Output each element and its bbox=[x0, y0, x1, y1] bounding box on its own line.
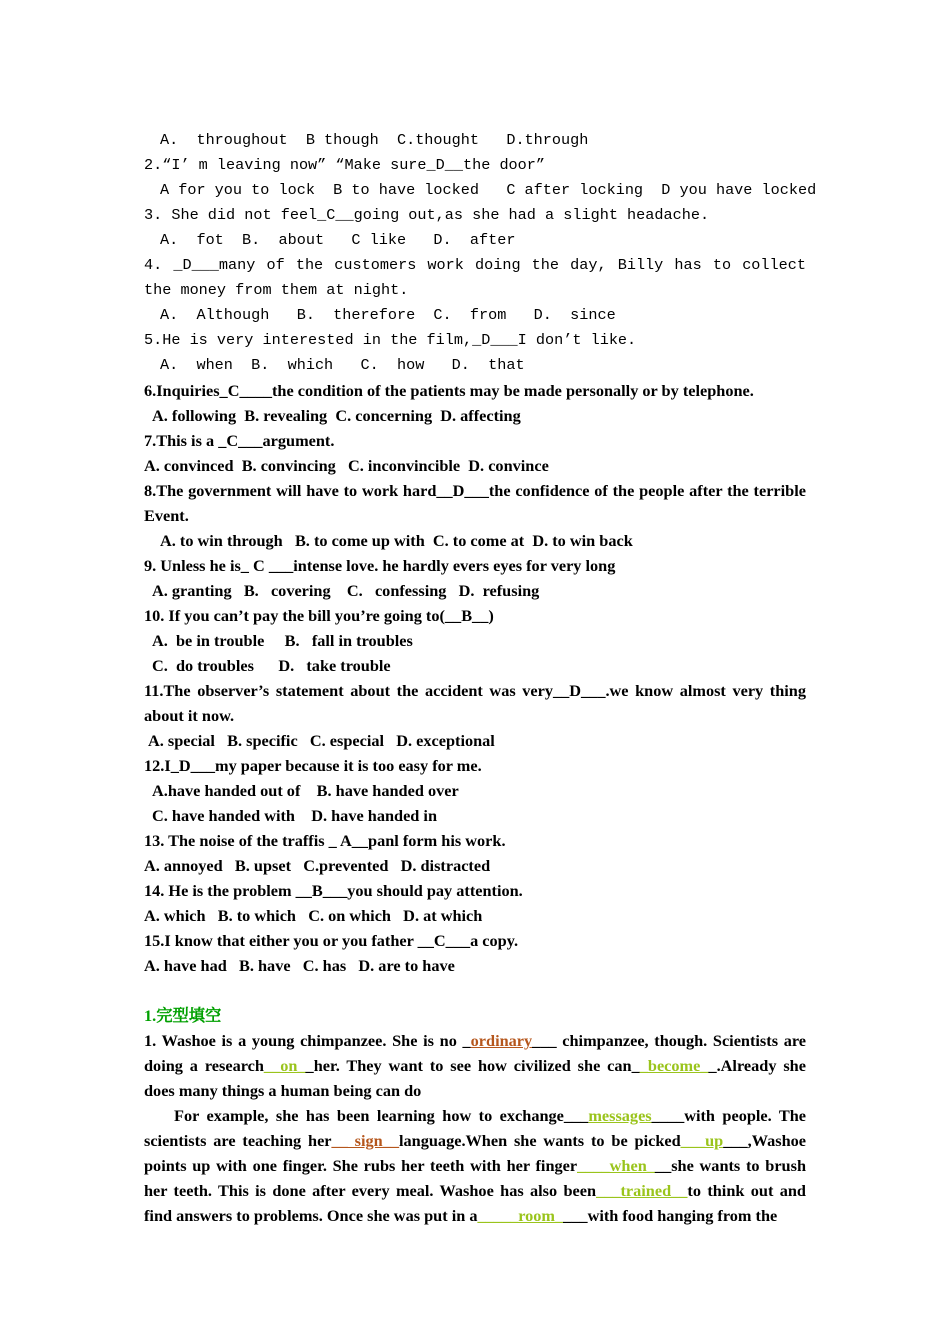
q8-stem: 8.The government will have to work hard__D___the confidence of the people after the terrible Event. bbox=[144, 481, 806, 525]
section-gap bbox=[144, 978, 806, 1003]
q7-options: A. convinced B. convincing C. inconvincible D. convince bbox=[144, 456, 549, 475]
cloze-text: ___with food hanging from the bbox=[563, 1206, 778, 1225]
q10-options-b: C. do troubles D. take trouble bbox=[152, 656, 391, 675]
document-content bbox=[144, 128, 817, 1228]
q4-options: A. Although B. therefore C. from D. since bbox=[160, 306, 616, 324]
q11-stem: 11.The observer’s statement about the accident was very__D___.we know almost very thing about it now. bbox=[144, 681, 806, 725]
cloze-text: ____with people. The scientists are teaching her bbox=[144, 1106, 807, 1150]
q14-options: A. which B. to which C. on which D. at which bbox=[144, 906, 483, 925]
section-heading: 1.完型填空 bbox=[144, 1006, 222, 1025]
q11-options: A. special B. specific C. especial D. exceptional bbox=[148, 731, 495, 750]
cloze-text: to think out and find answers to problems. Once she was put in a bbox=[144, 1181, 806, 1225]
cloze-text: ___ chimpanzee, though. Scientists are doing a research bbox=[144, 1031, 806, 1075]
cloze-text: ___,Washoe points up with one finger. She rubs her teeth with her finger bbox=[144, 1131, 806, 1175]
q5-stem: 5.He is very interested in the film,_D___I don’t like. bbox=[144, 331, 637, 349]
q15-stem: 15.I know that either you or you father __C___a copy. bbox=[144, 931, 519, 950]
cloze-answer-when: ____when_ bbox=[577, 1156, 655, 1175]
q8-options: A. to win through B. to come up with C. to come at D. to win back bbox=[160, 531, 633, 550]
cloze-answer-sign: __ sign__ bbox=[331, 1131, 400, 1150]
cloze-text: language.When she wants to be picked bbox=[399, 1131, 681, 1150]
q5-options: A. when B. which C. how D. that bbox=[160, 356, 525, 374]
q6-stem: 6.Inquiries_C____the condition of the patients may be made personally or by telephone. bbox=[144, 381, 754, 400]
cloze-answer-messages: messages bbox=[588, 1106, 652, 1125]
q1-options: A. throughout B though C.thought D.through bbox=[160, 131, 589, 149]
q6-options: A. following B. revealing C. concerning D. affecting bbox=[152, 406, 521, 425]
q3-options: A. fot B. about C like D. after bbox=[160, 231, 516, 249]
cloze-answer-ordinary: ordinary bbox=[470, 1031, 533, 1050]
q2-options: A for you to lock B to have locked C after locking D you have locked bbox=[160, 181, 817, 199]
q4-stem: 4. _D___many of the customers work doing the day, Billy has to collect the money from them at night. bbox=[144, 256, 806, 299]
cloze-paragraph-2 bbox=[144, 1103, 806, 1228]
q13-stem: 13. The noise of the traffis _ A__panl form his work. bbox=[144, 831, 506, 850]
q12-options-b: C. have handed with D. have handed in bbox=[152, 806, 437, 825]
cloze-paragraph-1 bbox=[144, 1028, 806, 1103]
cloze-text: __she wants to brush her teeth. This is done after every meal. Washoe has also been bbox=[144, 1156, 806, 1200]
q12-options-a: A.have handed out of B. have handed over bbox=[152, 781, 459, 800]
q10-options-a: A. be in trouble B. fall in troubles bbox=[152, 631, 413, 650]
cloze-text: _.Already she does many things a human being can do bbox=[144, 1056, 806, 1100]
cloze-answer-on: __on_ bbox=[263, 1056, 306, 1075]
cloze-answer-trained: ___trained__ bbox=[596, 1181, 688, 1200]
q12-stem: 12.I_D___my paper because it is too easy for me. bbox=[144, 756, 482, 775]
q9-stem: 9. Unless he is_ C ___intense love. he hardly evers eyes for very long bbox=[144, 556, 616, 575]
cloze-text: For example, she has been learning how to exchange___ bbox=[174, 1106, 589, 1125]
q10-stem: 10. If you can’t pay the bill you’re going to(__B__) bbox=[144, 606, 494, 625]
q2-stem: 2.“I’ m leaving now” “Make sure_D__the door” bbox=[144, 156, 546, 174]
q7-stem: 7.This is a _C___argument. bbox=[144, 431, 335, 450]
q3-stem: 3. She did not feel_C__going out,as she had a slight headache. bbox=[144, 206, 710, 224]
q9-options: A. granting B. covering C. confessing D. refusing bbox=[152, 581, 540, 600]
cloze-text: _her. They want to see how civilized she can_ bbox=[305, 1056, 640, 1075]
cloze-text: 1. Washoe is a young chimpanzee. She is no _ bbox=[144, 1031, 471, 1050]
cloze-answer-room: _____room_ bbox=[477, 1206, 564, 1225]
cloze-answer-up: ___up bbox=[680, 1131, 724, 1150]
cloze-answer-become: _become_ bbox=[639, 1056, 709, 1075]
q14-stem: 14. He is the problem __B___you should pay attention. bbox=[144, 881, 523, 900]
q15-options: A. have had B. have C. has D. are to have bbox=[144, 956, 455, 975]
q13-options: A. annoyed B. upset C.prevented D. distracted bbox=[144, 856, 491, 875]
